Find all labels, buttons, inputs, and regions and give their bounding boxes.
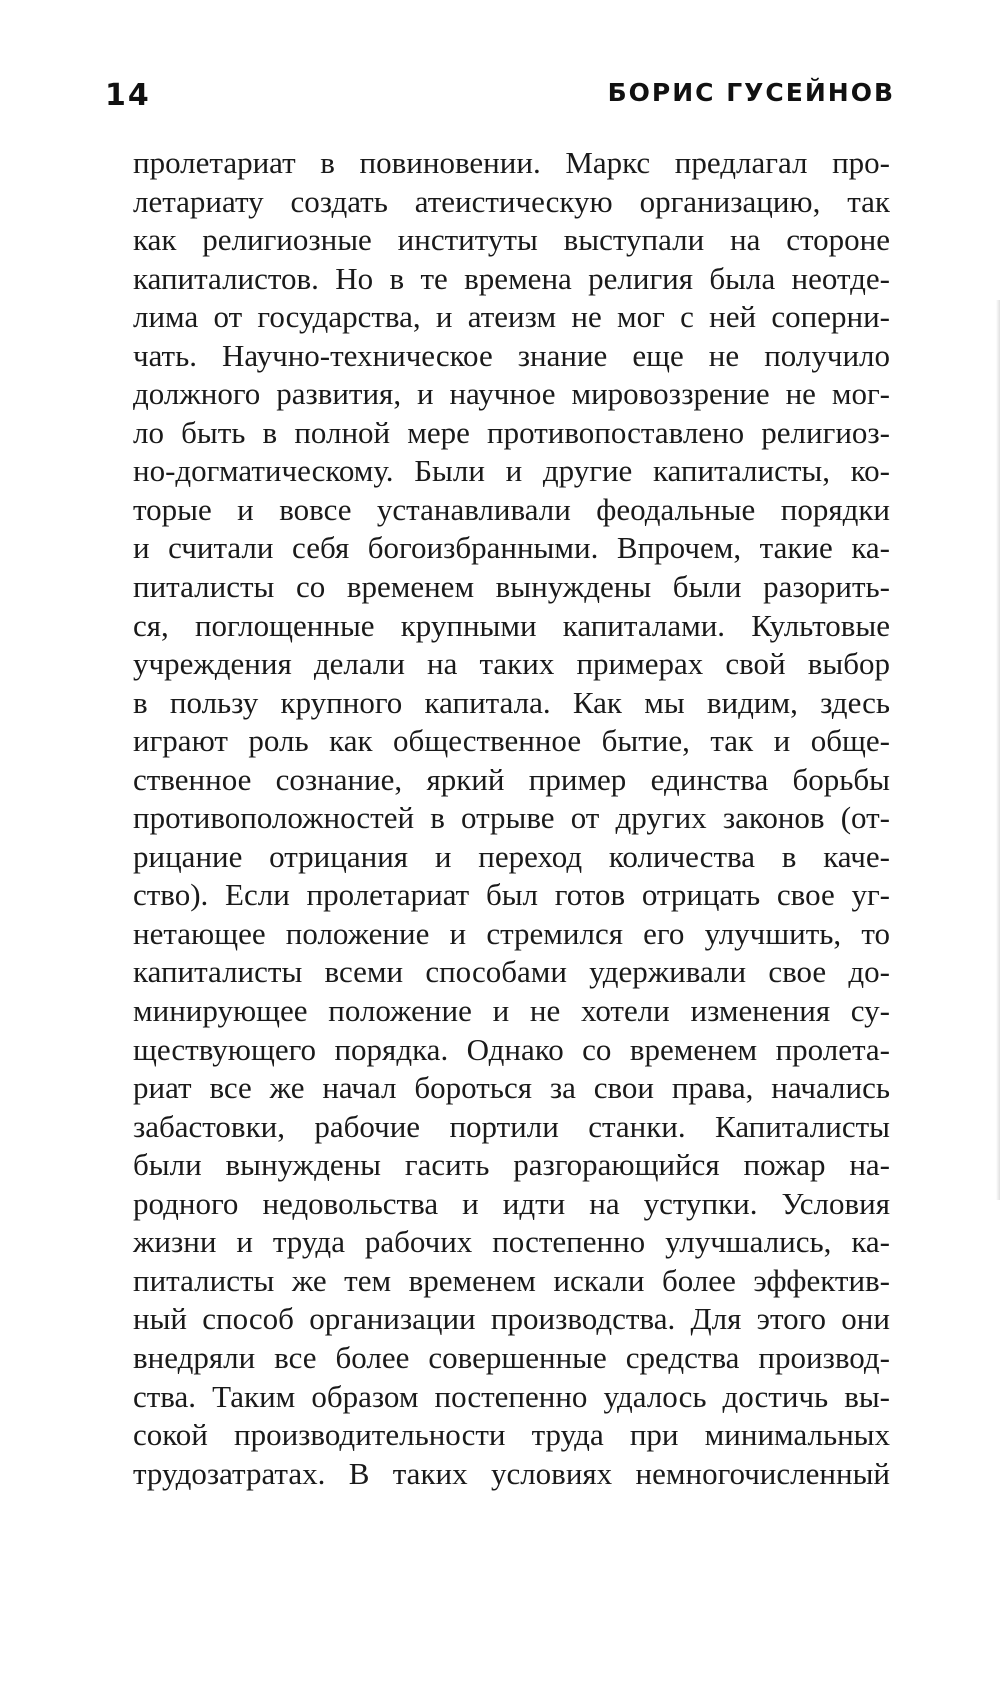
- text-line: в пользу крупного капитала. Как мы видим, здесь: [133, 684, 890, 720]
- text-line: ственное сознание, яркий пример единства борьбы: [133, 761, 890, 797]
- text-line: как религиозные институты выступали на стороне: [133, 222, 890, 258]
- text-line: пролетариат в повиновении. Маркс предлагал про-: [133, 145, 890, 180]
- text-line: риат все же начал бороться за свои права, начались: [133, 1070, 890, 1106]
- body-text: [133, 144, 890, 1493]
- text-line: противоположностей в отрыве от других законов (от-: [133, 800, 890, 836]
- text-line: питалисты же тем временем искали более эффектив-: [133, 1262, 890, 1298]
- running-head: [105, 78, 895, 118]
- page-number: 14: [105, 78, 151, 113]
- text-line: нетающее положение и стремился его улучшить, то: [133, 915, 890, 951]
- text-line: забастовки, рабочие портили станки. Капиталисты: [133, 1108, 890, 1144]
- text-line: питалисты со временем вынуждены были разорить-: [133, 569, 890, 605]
- text-line: и считали себя богоизбранными. Впрочем, такие ка-: [133, 530, 890, 566]
- text-line: трудозатратах. В таких условиях немногочисленный: [133, 1455, 890, 1491]
- text-line: внедряли все более совершенные средства производ-: [133, 1339, 890, 1375]
- text-line: ство). Если пролетариат был готов отрицать свое уг-: [133, 877, 890, 913]
- text-line: учреждения делали на таких примерах свой выбор: [133, 646, 890, 682]
- text-line: капиталисты всеми способами удерживали свое до-: [133, 954, 890, 990]
- text-line: капиталистов. Но в те времена религия была неотде-: [133, 260, 890, 296]
- text-line: сокой производительности труда при минимальных: [133, 1417, 890, 1453]
- text-line: ства. Таким образом постепенно удалось достичь вы-: [133, 1378, 890, 1414]
- author-name: БОРИС ГУСЕЙНОВ: [607, 78, 895, 107]
- scan-edge-shadow: [996, 300, 1000, 1200]
- text-line: минирующее положение и не хотели изменения су-: [133, 993, 890, 1029]
- text-line: родного недовольства и идти на уступки. Условия: [133, 1185, 890, 1221]
- text-line: ло быть в полной мере противопоставлено религиоз-: [133, 414, 890, 450]
- text-line: лима от государства, и атеизм не мог с ней соперни-: [133, 299, 890, 335]
- text-line: летариату создать атеистическую организацию, так: [133, 183, 890, 219]
- text-line: были вынуждены гасить разгорающийся пожар на-: [133, 1147, 890, 1183]
- text-line: но-догматическому. Были и другие капиталисты, ко-: [133, 453, 890, 489]
- text-line: торые и вовсе устанавливали феодальные порядки: [133, 491, 890, 527]
- text-line: должного развития, и научное мировоззрение не мог-: [133, 376, 890, 412]
- text-line: чать. Научно-техническое знание еще не получило: [133, 337, 890, 373]
- text-line: рицание отрицания и переход количества в каче-: [133, 838, 890, 874]
- text-line: ный способ организации производства. Для этого они: [133, 1301, 890, 1337]
- text-line: играют роль как общественное бытие, так и обще-: [133, 723, 890, 759]
- text-line: жизни и труда рабочих постепенно улучшались, ка-: [133, 1224, 890, 1260]
- text-line: ществующего порядка. Однако со временем пролета-: [133, 1031, 890, 1067]
- text-line: ся, поглощенные крупными капиталами. Культовые: [133, 607, 890, 643]
